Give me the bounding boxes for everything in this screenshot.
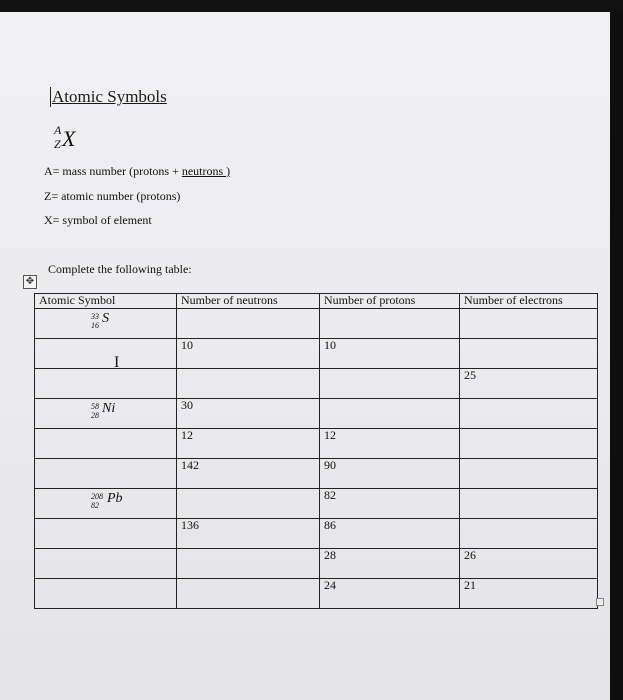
cell-electrons[interactable] <box>460 309 598 339</box>
definition-mass-number <box>44 164 230 179</box>
table-resize-handle[interactable] <box>596 598 604 606</box>
isotope-element: Ni <box>102 401 116 416</box>
cell-protons[interactable]: 28 <box>320 549 460 579</box>
cell-protons[interactable]: 90 <box>320 459 460 489</box>
table-row <box>35 429 598 459</box>
cell-neutrons[interactable] <box>177 309 320 339</box>
definition-atomic-number: Z= atomic number (protons) <box>44 189 181 203</box>
cell-electrons[interactable] <box>460 489 598 519</box>
cell-electrons[interactable]: 21 <box>460 579 598 609</box>
cell-atomic-symbol[interactable] <box>35 369 177 399</box>
definition-symbol: X= symbol of element <box>44 213 152 227</box>
table-row <box>35 459 598 489</box>
cell-electrons[interactable] <box>460 399 598 429</box>
isotope-mass-number: 208 <box>91 492 103 501</box>
cell-neutrons[interactable]: 10 <box>177 339 320 369</box>
cell-electrons[interactable] <box>460 519 598 549</box>
cell-electrons[interactable]: 26 <box>460 549 598 579</box>
isotope-mass-number: 33 <box>91 312 99 321</box>
cell-atomic-symbol[interactable] <box>35 399 177 429</box>
cell-neutrons[interactable]: 142 <box>177 459 320 489</box>
cell-atomic-symbol[interactable] <box>35 459 177 489</box>
isotope-element: S <box>102 311 109 326</box>
cell-protons[interactable] <box>320 309 460 339</box>
cell-atomic-symbol[interactable] <box>35 339 177 369</box>
definition-mass-underlined: neutrons ) <box>181 164 231 178</box>
table-row <box>35 549 598 579</box>
cell-atomic-symbol[interactable] <box>35 429 177 459</box>
title-text: Atomic Symbols <box>52 87 167 106</box>
atomic-notation <box>52 123 92 163</box>
table-row <box>35 579 598 609</box>
table-header-row <box>35 294 598 309</box>
cell-protons[interactable]: 82 <box>320 489 460 519</box>
cell-atomic-symbol[interactable] <box>35 549 177 579</box>
cell-protons[interactable]: 10 <box>320 339 460 369</box>
isotope-symbol <box>39 399 116 425</box>
cell-neutrons[interactable] <box>177 579 320 609</box>
header-atomic-symbol: Atomic Symbol <box>35 294 177 309</box>
isotope-atomic-number: 16 <box>91 321 99 330</box>
notation-atomic: Z <box>54 137 61 151</box>
definition-mass-text: A= mass number (protons + <box>44 164 182 178</box>
isotope-symbol <box>39 309 109 335</box>
notation-symbol: X <box>62 126 76 151</box>
table-row <box>35 309 598 339</box>
cell-protons[interactable] <box>320 399 460 429</box>
cell-neutrons[interactable]: 12 <box>177 429 320 459</box>
header-protons: Number of protons <box>320 294 460 309</box>
cell-protons[interactable]: 86 <box>320 519 460 549</box>
isotope-element: Pb <box>107 491 123 506</box>
table-move-handle-icon[interactable]: ✥ <box>23 275 37 289</box>
table-row <box>35 519 598 549</box>
cell-electrons[interactable] <box>460 459 598 489</box>
isotope-atomic-number: 28 <box>91 411 99 420</box>
cell-electrons[interactable] <box>460 339 598 369</box>
cell-protons[interactable]: 24 <box>320 579 460 609</box>
header-neutrons: Number of neutrons <box>177 294 320 309</box>
cell-neutrons[interactable]: 30 <box>177 399 320 429</box>
cell-atomic-symbol[interactable] <box>35 519 177 549</box>
cell-electrons[interactable] <box>460 429 598 459</box>
cell-neutrons[interactable]: 136 <box>177 519 320 549</box>
isotope-symbol <box>39 489 123 515</box>
cell-atomic-symbol[interactable] <box>35 309 177 339</box>
table-row <box>35 399 598 429</box>
table-row <box>35 369 598 399</box>
cell-electrons[interactable]: 25 <box>460 369 598 399</box>
cell-protons[interactable] <box>320 369 460 399</box>
notation-mass: A <box>54 123 62 137</box>
cell-atomic-symbol[interactable] <box>35 579 177 609</box>
cell-atomic-symbol[interactable] <box>35 489 177 519</box>
isotope-table <box>34 293 598 609</box>
table-row <box>35 489 598 519</box>
header-electrons: Number of electrons <box>460 294 598 309</box>
page-title <box>50 87 167 107</box>
cell-neutrons[interactable] <box>177 489 320 519</box>
window-top-bar <box>0 0 623 12</box>
cell-neutrons[interactable] <box>177 549 320 579</box>
cell-protons[interactable]: 12 <box>320 429 460 459</box>
isotope-atomic-number: 82 <box>91 501 99 510</box>
text-cursor-icon: I <box>114 354 120 371</box>
instruction-text: Complete the following table: <box>48 262 192 276</box>
cell-neutrons[interactable] <box>177 369 320 399</box>
isotope-mass-number: 58 <box>91 402 99 411</box>
